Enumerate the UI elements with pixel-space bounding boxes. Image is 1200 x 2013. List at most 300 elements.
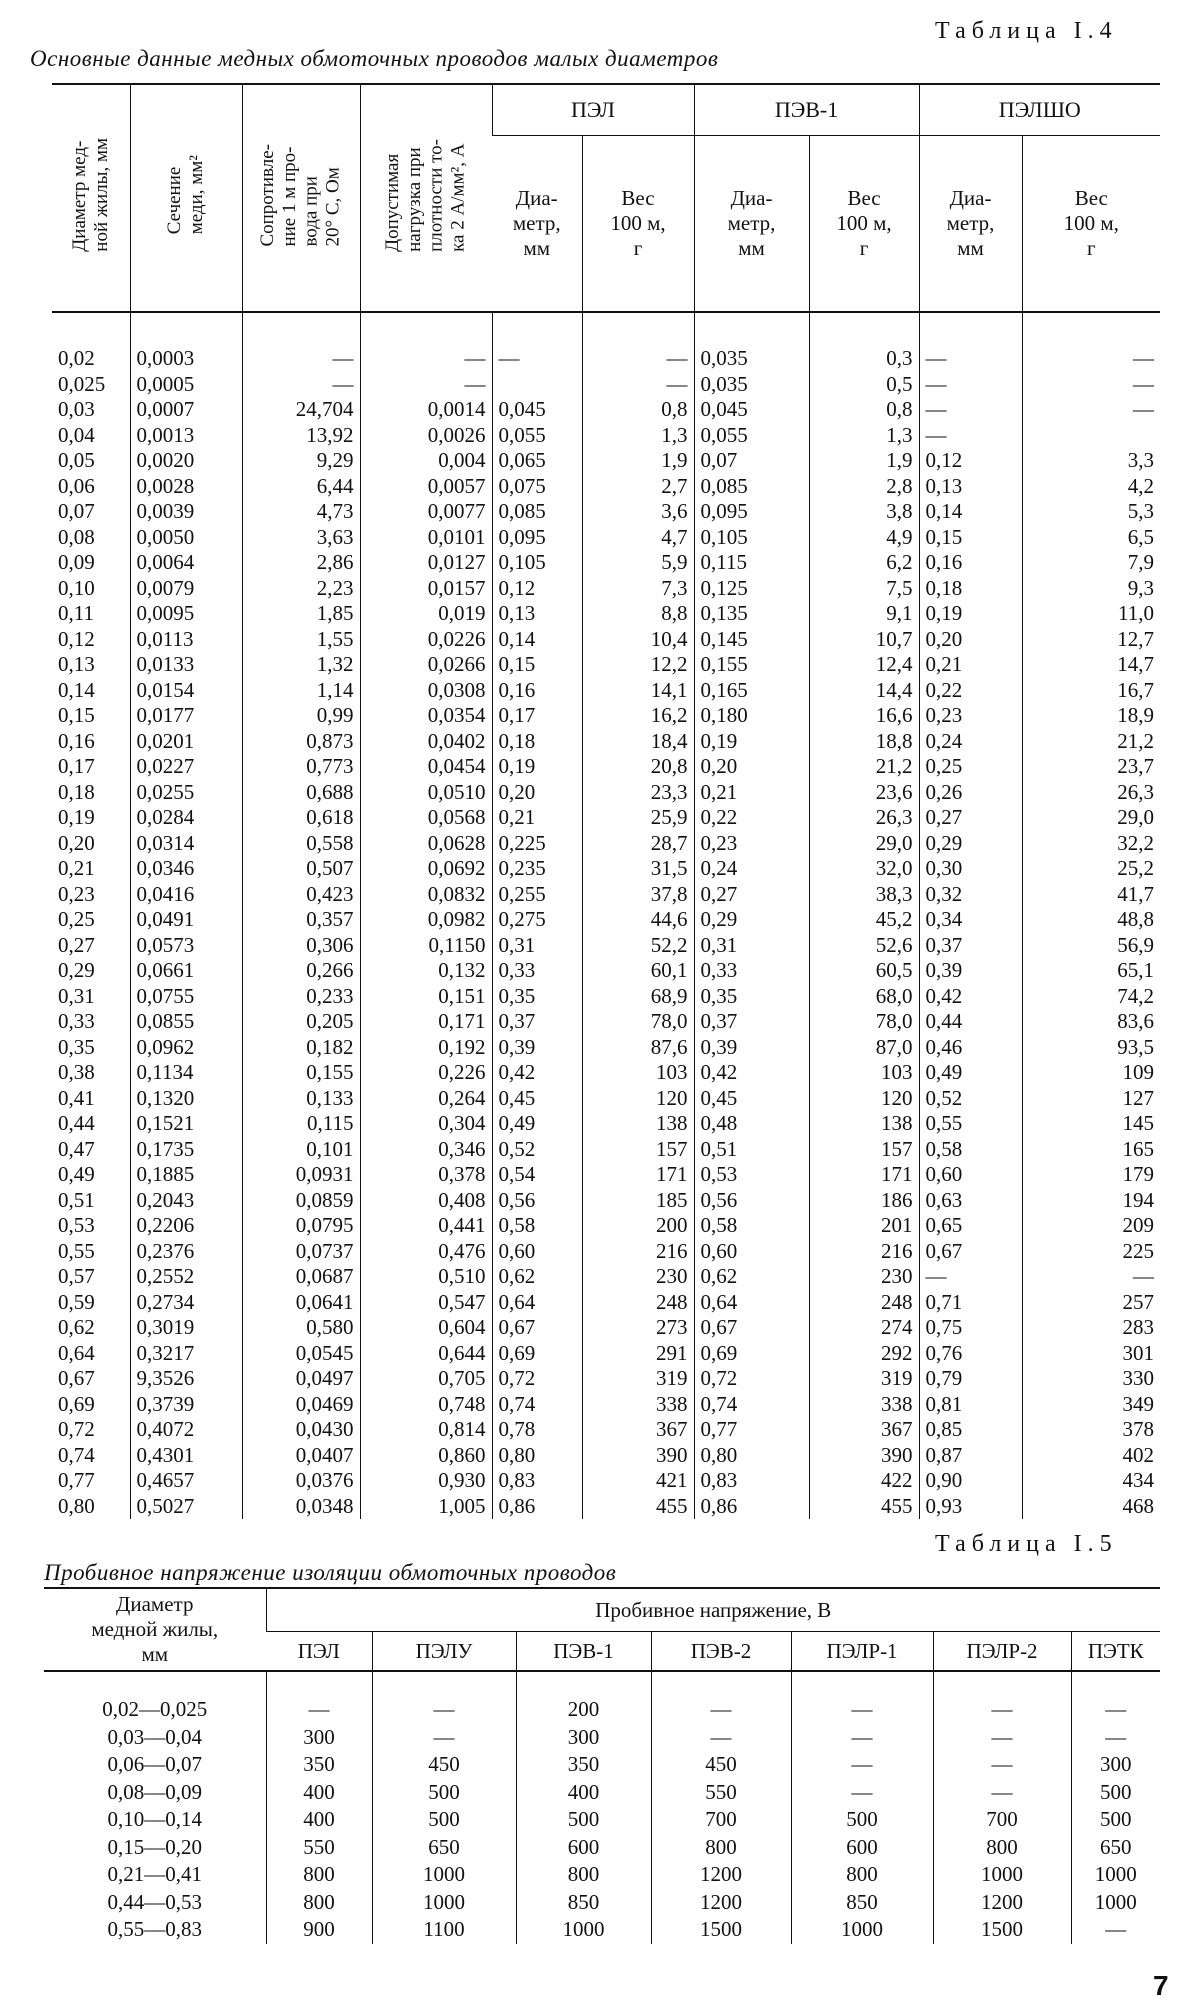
sub-header-weight: Вес 100 м, г xyxy=(809,136,919,313)
cell-pel-weight: 138 xyxy=(582,1111,694,1137)
cell-pel-diameter: 0,37 xyxy=(492,1009,582,1035)
col-header-diameter-range: Диаметр медной жилы, мм xyxy=(44,1588,266,1671)
cell-section: 0,0177 xyxy=(130,703,242,729)
cell-pel-weight: 171 xyxy=(582,1162,694,1188)
cell-section: 0,5027 xyxy=(130,1494,242,1520)
cell-pelsho-weight: 165 xyxy=(1022,1137,1160,1163)
cell-section: 0,3019 xyxy=(130,1315,242,1341)
cell-pev1-diameter: 0,64 xyxy=(694,1290,809,1316)
cell-pev1-weight: 9,1 xyxy=(809,601,919,627)
cell-pel: 800 xyxy=(266,1889,372,1917)
cell-resistance: 0,0348 xyxy=(242,1494,360,1520)
table-1-5-body xyxy=(44,1696,1160,1944)
cell-pev1-weight: 14,4 xyxy=(809,678,919,704)
cell-pel-diameter: 0,39 xyxy=(492,1035,582,1061)
cell-load: — xyxy=(360,372,492,398)
cell-pel: 800 xyxy=(266,1861,372,1889)
cell-load: 0,0077 xyxy=(360,499,492,525)
cell-pelr1: 1000 xyxy=(791,1916,933,1944)
table-row xyxy=(44,1751,1160,1779)
cell-diameter: 0,80 xyxy=(58,1493,95,1518)
cell-pev1-weight: 422 xyxy=(809,1468,919,1494)
cell-pelu: — xyxy=(372,1696,516,1724)
col-header-pev2: ПЭВ-2 xyxy=(651,1632,791,1672)
cell-load: 0,0454 xyxy=(360,754,492,780)
cell-pelr1: 850 xyxy=(791,1889,933,1917)
cell-pel-weight: 319 xyxy=(582,1366,694,1392)
cell-pelsho-diameter: 0,46 xyxy=(919,1035,1022,1061)
cell-pev1-weight: 1,9 xyxy=(809,448,919,474)
cell-pev1: 500 xyxy=(516,1806,651,1834)
cell-pev1-weight: 38,3 xyxy=(809,882,919,908)
cell-resistance: 0,507 xyxy=(242,856,360,882)
cell-load: 0,226 xyxy=(360,1060,492,1086)
cell-pev2: 1200 xyxy=(651,1861,791,1889)
cell-diameter: 0,15 xyxy=(58,703,95,728)
cell-pel-diameter: — xyxy=(492,346,582,372)
cell-pev1-weight: 78,0 xyxy=(809,1009,919,1035)
cell-pelsho-diameter: 0,52 xyxy=(919,1086,1022,1112)
cell-diameter: 0,72 xyxy=(58,1417,95,1442)
cell-pel-diameter: 0,15 xyxy=(492,652,582,678)
col-header-pelu: ПЭЛУ xyxy=(372,1632,516,1672)
cell-load: 0,0127 xyxy=(360,550,492,576)
cell-diameter: 0,62 xyxy=(58,1315,95,1340)
cell-pev1-weight: 248 xyxy=(809,1290,919,1316)
cell-pev1-weight: 21,2 xyxy=(809,754,919,780)
cell-section: 0,0255 xyxy=(130,780,242,806)
table-row xyxy=(52,1060,1160,1086)
cell-pel-weight: 200 xyxy=(582,1213,694,1239)
cell-load: 0,0628 xyxy=(360,831,492,857)
cell-pelu: 450 xyxy=(372,1751,516,1779)
cell-pelr1: — xyxy=(791,1724,933,1752)
cell-pel-weight: 455 xyxy=(582,1494,694,1520)
cell-load: 0,0157 xyxy=(360,576,492,602)
cell-diameter-range: 0,44—0,53 xyxy=(107,1889,202,1914)
cell-pelsho-diameter: — xyxy=(919,1264,1022,1290)
cell-diameter: 0,44 xyxy=(58,1111,95,1136)
cell-diameter: 0,25 xyxy=(58,907,95,932)
table-row xyxy=(52,550,1160,576)
cell-resistance: 6,44 xyxy=(242,474,360,500)
table-row xyxy=(52,1086,1160,1112)
cell-pev1: 200 xyxy=(516,1696,651,1724)
cell-pev1-weight: 367 xyxy=(809,1417,919,1443)
cell-pel-weight: 2,7 xyxy=(582,474,694,500)
cell-diameter: 0,19 xyxy=(58,805,95,830)
cell-pel: 550 xyxy=(266,1834,372,1862)
cell-section: 0,3217 xyxy=(130,1341,242,1367)
cell-load: 0,644 xyxy=(360,1341,492,1367)
cell-diameter-range: 0,08—0,09 xyxy=(107,1779,202,1804)
cell-pev2: 450 xyxy=(651,1751,791,1779)
cell-pel-diameter: 0,275 xyxy=(492,907,582,933)
cell-load: 0,0057 xyxy=(360,474,492,500)
cell-diameter-range: 0,21—0,41 xyxy=(107,1862,202,1887)
cell-section: 0,2376 xyxy=(130,1239,242,1265)
cell-pev1-diameter: 0,27 xyxy=(694,882,809,908)
col-header-section: Сечение меди, мм² xyxy=(130,84,242,312)
table-row xyxy=(52,423,1160,449)
table-row xyxy=(52,627,1160,653)
cell-pelr2: 700 xyxy=(933,1806,1071,1834)
cell-pev1-diameter: 0,86 xyxy=(694,1494,809,1520)
cell-section: 0,0491 xyxy=(130,907,242,933)
cell-pel-weight: 291 xyxy=(582,1341,694,1367)
cell-section: 0,0050 xyxy=(130,525,242,551)
cell-diameter: 0,53 xyxy=(58,1213,95,1238)
cell-load: 0,748 xyxy=(360,1392,492,1418)
cell-pev1-diameter: 0,19 xyxy=(694,729,809,755)
cell-resistance: 1,32 xyxy=(242,652,360,678)
cell-pel-diameter: 0,105 xyxy=(492,550,582,576)
cell-resistance: 0,0376 xyxy=(242,1468,360,1494)
cell-pev2: 800 xyxy=(651,1834,791,1862)
table-row xyxy=(52,576,1160,602)
cell-pelsho-diameter: 0,18 xyxy=(919,576,1022,602)
cell-diameter: 0,33 xyxy=(58,1009,95,1034)
cell-pev1-diameter: 0,69 xyxy=(694,1341,809,1367)
cell-pev1-weight: 274 xyxy=(809,1315,919,1341)
cell-resistance: 13,92 xyxy=(242,423,360,449)
cell-load: 0,0982 xyxy=(360,907,492,933)
cell-pel-weight: — xyxy=(582,372,694,398)
cell-pel-weight: 185 xyxy=(582,1188,694,1214)
cell-diameter-range: 0,03—0,04 xyxy=(107,1724,202,1749)
cell-pelsho-diameter: 0,15 xyxy=(919,525,1022,551)
cell-pelsho-diameter: 0,76 xyxy=(919,1341,1022,1367)
cell-resistance: 0,115 xyxy=(242,1111,360,1137)
cell-load: 0,171 xyxy=(360,1009,492,1035)
col-header-pelr1: ПЭЛР-1 xyxy=(791,1632,933,1672)
cell-pelsho-weight: 14,7 xyxy=(1022,652,1160,678)
col-header-diameter: Диаметр мед- ной жилы, мм xyxy=(52,84,130,312)
cell-load: 0,304 xyxy=(360,1111,492,1137)
table-row xyxy=(44,1779,1160,1807)
cell-pel-weight: 31,5 xyxy=(582,856,694,882)
cell-pelsho-weight: — xyxy=(1022,346,1160,372)
cell-pev2: — xyxy=(651,1696,791,1724)
cell-resistance: 3,63 xyxy=(242,525,360,551)
table-row xyxy=(52,525,1160,551)
cell-section: 0,0227 xyxy=(130,754,242,780)
table-1-4-body xyxy=(52,346,1160,1519)
cell-pel-weight: 3,6 xyxy=(582,499,694,525)
cell-load: 0,0308 xyxy=(360,678,492,704)
cell-diameter: 0,59 xyxy=(58,1289,95,1314)
cell-pev1-diameter: 0,33 xyxy=(694,958,809,984)
cell-petk: — xyxy=(1071,1724,1160,1752)
cell-diameter: 0,38 xyxy=(58,1060,95,1085)
cell-pev1-weight: 0,5 xyxy=(809,372,919,398)
cell-diameter: 0,16 xyxy=(58,728,95,753)
cell-pel-weight: 157 xyxy=(582,1137,694,1163)
cell-resistance: 4,73 xyxy=(242,499,360,525)
table-row xyxy=(52,933,1160,959)
cell-load: 0,705 xyxy=(360,1366,492,1392)
cell-pel-diameter: 0,225 xyxy=(492,831,582,857)
cell-pel-diameter: 0,86 xyxy=(492,1494,582,1520)
cell-pel-weight: 5,9 xyxy=(582,550,694,576)
table-row xyxy=(52,1188,1160,1214)
cell-load: 0,0510 xyxy=(360,780,492,806)
cell-resistance: 0,618 xyxy=(242,805,360,831)
cell-pelsho-weight: 109 xyxy=(1022,1060,1160,1086)
cell-load: 0,378 xyxy=(360,1162,492,1188)
cell-pelsho-diameter: 0,79 xyxy=(919,1366,1022,1392)
cell-load: 0,0026 xyxy=(360,423,492,449)
cell-diameter: 0,74 xyxy=(58,1442,95,1467)
cell-pev1-diameter: 0,085 xyxy=(694,474,809,500)
cell-section: 0,2552 xyxy=(130,1264,242,1290)
cell-pelsho-diameter: 0,23 xyxy=(919,703,1022,729)
cell-section: 0,0003 xyxy=(130,346,242,372)
cell-pel-diameter: 0,21 xyxy=(492,805,582,831)
cell-section: 0,0020 xyxy=(130,448,242,474)
cell-load: 0,510 xyxy=(360,1264,492,1290)
cell-pev1-weight: 52,6 xyxy=(809,933,919,959)
cell-petk: — xyxy=(1071,1916,1160,1944)
table-row xyxy=(52,780,1160,806)
cell-petk: 650 xyxy=(1071,1834,1160,1862)
cell-resistance: 0,873 xyxy=(242,729,360,755)
cell-pelsho-weight: 225 xyxy=(1022,1239,1160,1265)
cell-pelsho-weight: 12,7 xyxy=(1022,627,1160,653)
cell-pel-diameter: 0,075 xyxy=(492,474,582,500)
cell-pelsho-diameter: 0,16 xyxy=(919,550,1022,576)
cell-pel-diameter xyxy=(492,372,582,398)
cell-pelr1: — xyxy=(791,1696,933,1724)
cell-pev1-weight: 18,8 xyxy=(809,729,919,755)
table-1-4-number: Таблица I.4 xyxy=(935,18,1118,44)
cell-pev1-weight: 230 xyxy=(809,1264,919,1290)
cell-pev1-weight: 390 xyxy=(809,1443,919,1469)
cell-pel-diameter: 0,42 xyxy=(492,1060,582,1086)
cell-resistance: 0,133 xyxy=(242,1086,360,1112)
cell-pelsho-diameter: 0,49 xyxy=(919,1060,1022,1086)
cell-pel-weight: 120 xyxy=(582,1086,694,1112)
cell-pel-diameter: 0,255 xyxy=(492,882,582,908)
table-row xyxy=(52,1315,1160,1341)
cell-pel-diameter: 0,13 xyxy=(492,601,582,627)
cell-pelsho-weight: 194 xyxy=(1022,1188,1160,1214)
cell-pev1: 800 xyxy=(516,1861,651,1889)
cell-diameter: 0,14 xyxy=(58,677,95,702)
cell-diameter: 0,13 xyxy=(58,652,95,677)
cell-pev1-weight: 68,0 xyxy=(809,984,919,1010)
cell-pev1-diameter: 0,51 xyxy=(694,1137,809,1163)
col-header-petk: ПЭТК xyxy=(1071,1632,1160,1672)
cell-pelsho-weight: 65,1 xyxy=(1022,958,1160,984)
cell-pev1-diameter: 0,125 xyxy=(694,576,809,602)
cell-pev1-weight: 338 xyxy=(809,1392,919,1418)
cell-pev1-diameter: 0,58 xyxy=(694,1213,809,1239)
cell-resistance: 0,0430 xyxy=(242,1417,360,1443)
cell-load: 0,1150 xyxy=(360,933,492,959)
cell-pelsho-diameter: 0,30 xyxy=(919,856,1022,882)
cell-pelu: 1000 xyxy=(372,1861,516,1889)
cell-pelr2: 800 xyxy=(933,1834,1071,1862)
cell-diameter: 0,02 xyxy=(58,346,95,371)
cell-pel-diameter: 0,69 xyxy=(492,1341,582,1367)
table-row xyxy=(44,1889,1160,1917)
table-row xyxy=(52,1392,1160,1418)
cell-pev1-weight: 103 xyxy=(809,1060,919,1086)
cell-pev1-diameter: 0,23 xyxy=(694,831,809,857)
cell-pelsho-weight xyxy=(1022,423,1160,449)
table-row xyxy=(44,1861,1160,1889)
table-row xyxy=(52,1443,1160,1469)
cell-pev1-weight: 10,7 xyxy=(809,627,919,653)
cell-pelsho-diameter: 0,90 xyxy=(919,1468,1022,1494)
cell-pelsho-weight: 3,3 xyxy=(1022,448,1160,474)
cell-pelsho-weight: 32,2 xyxy=(1022,831,1160,857)
table-row xyxy=(52,907,1160,933)
cell-pev1-weight: 3,8 xyxy=(809,499,919,525)
table-row xyxy=(52,805,1160,831)
cell-pelu: 500 xyxy=(372,1779,516,1807)
cell-pel-weight: 103 xyxy=(582,1060,694,1086)
cell-resistance: 1,85 xyxy=(242,601,360,627)
sub-header-diameter: Диа- метр, мм xyxy=(694,136,809,313)
cell-resistance: 2,23 xyxy=(242,576,360,602)
table-1-4-title: Основные данные медных обмоточных проводов малых диаметров xyxy=(30,46,719,71)
cell-load: 0,547 xyxy=(360,1290,492,1316)
cell-pel-diameter: 0,60 xyxy=(492,1239,582,1265)
cell-resistance: 0,357 xyxy=(242,907,360,933)
cell-resistance: 0,0687 xyxy=(242,1264,360,1290)
cell-diameter: 0,17 xyxy=(58,754,95,779)
col-header-pelr2: ПЭЛР-2 xyxy=(933,1632,1071,1672)
cell-pel-diameter: 0,64 xyxy=(492,1290,582,1316)
cell-pev1-diameter: 0,20 xyxy=(694,754,809,780)
cell-resistance: 0,0859 xyxy=(242,1188,360,1214)
cell-pev1-diameter: 0,165 xyxy=(694,678,809,704)
cell-pel-weight: 248 xyxy=(582,1290,694,1316)
cell-pev1-weight: 216 xyxy=(809,1239,919,1265)
cell-load: 0,930 xyxy=(360,1468,492,1494)
cell-pelr1: 600 xyxy=(791,1834,933,1862)
cell-load: 0,604 xyxy=(360,1315,492,1341)
cell-pev1-weight: 186 xyxy=(809,1188,919,1214)
cell-diameter: 0,10 xyxy=(58,575,95,600)
cell-load: 0,476 xyxy=(360,1239,492,1265)
cell-pel-diameter: 0,56 xyxy=(492,1188,582,1214)
cell-pel-weight: 52,2 xyxy=(582,933,694,959)
cell-pel-weight: 78,0 xyxy=(582,1009,694,1035)
cell-pev1-diameter: 0,80 xyxy=(694,1443,809,1469)
cell-pelsho-weight: 83,6 xyxy=(1022,1009,1160,1035)
cell-pelsho-diameter: 0,55 xyxy=(919,1111,1022,1137)
table-1-5 xyxy=(44,1587,1160,1944)
cell-pelsho-weight: 26,3 xyxy=(1022,780,1160,806)
cell-pel: — xyxy=(266,1696,372,1724)
cell-pev1-diameter: 0,095 xyxy=(694,499,809,525)
cell-diameter: 0,35 xyxy=(58,1034,95,1059)
cell-pel: 400 xyxy=(266,1779,372,1807)
cell-pel-diameter: 0,095 xyxy=(492,525,582,551)
cell-section: 0,0133 xyxy=(130,652,242,678)
page-number: 7 xyxy=(1153,1970,1169,2001)
cell-pel-diameter: 0,83 xyxy=(492,1468,582,1494)
cell-section: 0,1320 xyxy=(130,1086,242,1112)
cell-pelsho-diameter: 0,71 xyxy=(919,1290,1022,1316)
cell-resistance: 0,205 xyxy=(242,1009,360,1035)
cell-pelr2: 1200 xyxy=(933,1889,1071,1917)
cell-pev1-diameter: 0,135 xyxy=(694,601,809,627)
cell-load: 0,0354 xyxy=(360,703,492,729)
cell-load: 0,132 xyxy=(360,958,492,984)
cell-resistance: 0,0469 xyxy=(242,1392,360,1418)
cell-pelsho-weight: 301 xyxy=(1022,1341,1160,1367)
cell-pel-weight: 25,9 xyxy=(582,805,694,831)
cell-pelsho-diameter: 0,39 xyxy=(919,958,1022,984)
cell-pev1-weight: 29,0 xyxy=(809,831,919,857)
cell-pev1-weight: 7,5 xyxy=(809,576,919,602)
table-1-5-number: Таблица I.5 xyxy=(935,1531,1118,1557)
cell-pelsho-diameter: 0,22 xyxy=(919,678,1022,704)
cell-pel-diameter: 0,80 xyxy=(492,1443,582,1469)
cell-pev1-weight: 157 xyxy=(809,1137,919,1163)
sub-header-weight: Вес 100 м, г xyxy=(1022,136,1160,313)
cell-pel-weight: 0,8 xyxy=(582,397,694,423)
table-row xyxy=(44,1806,1160,1834)
col-header-resistance: Сопротивле- ние 1 м про- вода при 20° С, Ом xyxy=(242,84,360,312)
table-row xyxy=(52,1162,1160,1188)
cell-load: 0,0266 xyxy=(360,652,492,678)
cell-pelr1: — xyxy=(791,1779,933,1807)
cell-resistance: 0,0407 xyxy=(242,1443,360,1469)
cell-pev1-diameter: 0,45 xyxy=(694,1086,809,1112)
cell-pel-diameter: 0,74 xyxy=(492,1392,582,1418)
cell-diameter: 0,09 xyxy=(58,550,95,575)
cell-pel: 900 xyxy=(266,1916,372,1944)
cell-pev2: — xyxy=(651,1724,791,1752)
cell-resistance: 0,423 xyxy=(242,882,360,908)
cell-pev1-weight: 455 xyxy=(809,1494,919,1520)
table-row xyxy=(52,1239,1160,1265)
cell-pelsho-diameter: — xyxy=(919,372,1022,398)
cell-pev1-weight: 26,3 xyxy=(809,805,919,831)
cell-pel-weight: 16,2 xyxy=(582,703,694,729)
cell-pelsho-diameter: 0,13 xyxy=(919,474,1022,500)
cell-diameter: 0,21 xyxy=(58,856,95,881)
cell-pelsho-diameter: — xyxy=(919,423,1022,449)
cell-section: 0,0079 xyxy=(130,576,242,602)
cell-pelr1: 800 xyxy=(791,1861,933,1889)
cell-resistance: 9,29 xyxy=(242,448,360,474)
cell-section: 0,0416 xyxy=(130,882,242,908)
cell-load: 0,0832 xyxy=(360,882,492,908)
cell-resistance: 0,0545 xyxy=(242,1341,360,1367)
cell-load: 0,192 xyxy=(360,1035,492,1061)
cell-pel-weight: 12,2 xyxy=(582,652,694,678)
cell-pel-diameter: 0,16 xyxy=(492,678,582,704)
cell-section: 0,0095 xyxy=(130,601,242,627)
cell-pev1-weight: 16,6 xyxy=(809,703,919,729)
cell-pelr2: — xyxy=(933,1751,1071,1779)
cell-pev1-diameter: 0,035 xyxy=(694,372,809,398)
cell-pel-weight: 338 xyxy=(582,1392,694,1418)
cell-pelsho-weight: — xyxy=(1022,372,1160,398)
cell-diameter-range: 0,15—0,20 xyxy=(107,1834,202,1859)
cell-load: 0,0014 xyxy=(360,397,492,423)
cell-diameter: 0,18 xyxy=(58,779,95,804)
col-header-pev1: ПЭВ-1 xyxy=(516,1632,651,1672)
cell-pel-diameter: 0,31 xyxy=(492,933,582,959)
cell-diameter: 0,20 xyxy=(58,830,95,855)
